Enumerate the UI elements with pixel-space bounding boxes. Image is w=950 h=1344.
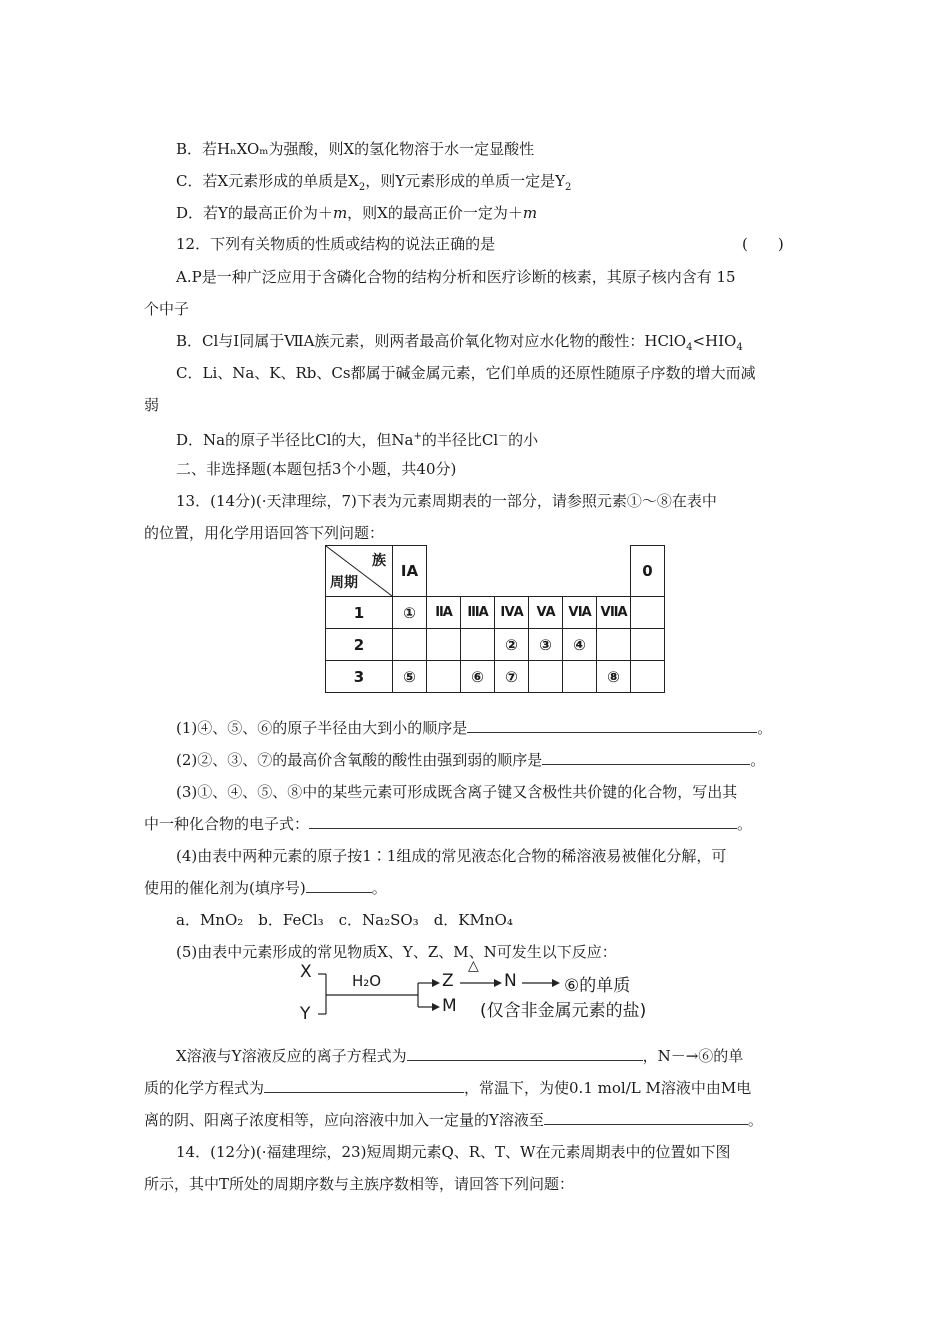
element-cell [631, 661, 665, 693]
answer-blank[interactable] [467, 717, 757, 733]
element-cell [529, 661, 563, 693]
group-header-0: 0 [631, 546, 665, 597]
q11-option-b: B．若HₙXOₘ为强酸，则X的氢化物溶于水一定显酸性 [176, 140, 535, 158]
q12-option-c-line1: C．Li、Na、K、Rb、Cs都属于碱金属元素，它们单质的还原性随原子序数的增大而减 [176, 364, 756, 382]
q12-option-b: B．Cl与I同属于ⅦA族元素，则两者最高价氧化物对应水化物的酸性：$HClO_4<HIO_4$ [176, 332, 743, 353]
q13-stem-line1: 13．(14分)(·天津理综，7)下表为元素周期表的一部分，请参照元素①～⑧在表中 [176, 492, 717, 510]
group-header: ⅢA [461, 597, 495, 629]
element-cell [461, 629, 495, 661]
q13-part5-line3: 离的阴、阳离子浓度相等，应向溶液中加入一定量的Y溶液至 。 [144, 1111, 763, 1129]
group-header: ⅤA [529, 597, 563, 629]
q12-option-c-line2: 弱 [144, 396, 160, 414]
q11-option-c: C．若X元素形成的单质是$X_2$，则Y元素形成的单质一定是$Y_2$ [176, 172, 572, 193]
group-header: ⅦA [597, 597, 631, 629]
q13-part5-line1: X溶液与Y溶液反应的离子方程式为 ，N－→⑥的单 [176, 1047, 744, 1065]
q12-answer-paren: ( ) [742, 235, 784, 253]
scheme-heat: △ [468, 958, 479, 974]
answer-blank[interactable] [264, 1077, 464, 1093]
answer-blank[interactable] [306, 877, 372, 893]
answer-blank[interactable] [542, 749, 750, 765]
corner-label-period: 周期 [330, 575, 358, 591]
q11-option-d: D．若Y的最高正价为＋m，则X的最高正价一定为＋m [176, 204, 538, 222]
table-corner-cell [326, 546, 393, 597]
q13-part4-options: a．MnO₂ b．FeCl₃ c．Na₂SO₃ d．KMnO₄ [176, 911, 513, 929]
q13-part1: (1)④、⑤、⑥的原子半径由大到小的顺序是 。 [176, 719, 773, 737]
element-cell: ① [393, 597, 427, 629]
answer-blank[interactable] [544, 1109, 748, 1125]
q13-stem-line2: 的位置，用化学用语回答下列问题： [144, 524, 385, 542]
element-cell: ⑤ [393, 661, 427, 693]
q13-part4-line2: 使用的催化剂为(填序号) 。 [144, 879, 387, 897]
scheme-salt-note: (仅含非金属元素的盐) [480, 1001, 647, 1021]
scheme-x: X [300, 962, 312, 982]
scheme-product: ⑥的单质 [564, 976, 631, 996]
scheme-z: Z [442, 971, 454, 991]
element-cell: ⑧ [597, 661, 631, 693]
element-cell [631, 629, 665, 661]
element-cell: ⑦ [495, 661, 529, 693]
period-label: 1 [326, 597, 393, 629]
scheme-n: N [504, 971, 517, 991]
q13-part4-line1: (4)由表中两种元素的原子按1∶1组成的常见液态化合物的稀溶液易被催化分解，可 [176, 847, 727, 865]
corner-label-group: 族 [372, 553, 386, 569]
q12-option-a-line2: 个中子 [144, 300, 190, 318]
q13-part2: (2)②、③、⑦的最高价含氧酸的酸性由强到弱的顺序是 。 [176, 751, 766, 769]
q13-part3-line2: 中一种化合物的电子式： 。 [144, 815, 753, 833]
scheme-h2o: H₂O [352, 972, 382, 990]
group-header-1a: ⅠA [393, 546, 427, 597]
element-cell [597, 629, 631, 661]
scheme-m: M [442, 996, 457, 1016]
q12-option-d: D．Na的原子半径比Cl的大，但Na+的半径比Cl－的小 [176, 431, 539, 449]
element-cell: ③ [529, 629, 563, 661]
reaction-scheme [290, 958, 710, 1032]
q13-part3-line1: (3)①、④、⑤、⑧中的某些元素可形成既含离子键又含极性共价键的化合物，写出其 [176, 783, 738, 801]
element-cell: ⑥ [461, 661, 495, 693]
element-cell [393, 629, 427, 661]
period-label: 3 [326, 661, 393, 693]
element-cell [427, 661, 461, 693]
element-cell: ② [495, 629, 529, 661]
periodic-table [325, 545, 665, 693]
group-header: ⅥA [563, 597, 597, 629]
answer-blank[interactable] [407, 1045, 643, 1061]
element-cell [427, 629, 461, 661]
group-header: ⅡA [427, 597, 461, 629]
period-label: 2 [326, 629, 393, 661]
q12-stem: 12．下列有关物质的性质或结构的说法正确的是 [176, 235, 496, 253]
q14-stem-line2: 所示，其中T所处的周期序数与主族序数相等，请回答下列问题： [144, 1175, 575, 1193]
scheme-y: Y [300, 1004, 311, 1024]
group-header: ⅣA [495, 597, 529, 629]
q13-part5-line2: 质的化学方程式为 ，常温下，为使0.1 mol/L M溶液中由M电 [144, 1079, 752, 1097]
element-cell: ④ [563, 629, 597, 661]
element-cell [631, 597, 665, 629]
q14-stem-line1: 14．(12分)(·福建理综，23)短周期元素Q、R、T、W在元素周期表中的位置如下图 [176, 1143, 731, 1161]
section-heading: 二、非选择题(本题包括3个小题，共40分) [176, 460, 457, 478]
element-cell [563, 661, 597, 693]
answer-blank[interactable] [309, 813, 737, 829]
q12-option-a-line1: A.P是一种广泛应用于含磷化合物的结构分析和医疗诊断的核素，其原子核内含有 15 [176, 268, 736, 286]
q13-part5: (5)由表中元素形成的常见物质X、Y、Z、M、N可发生以下反应： [176, 943, 617, 961]
